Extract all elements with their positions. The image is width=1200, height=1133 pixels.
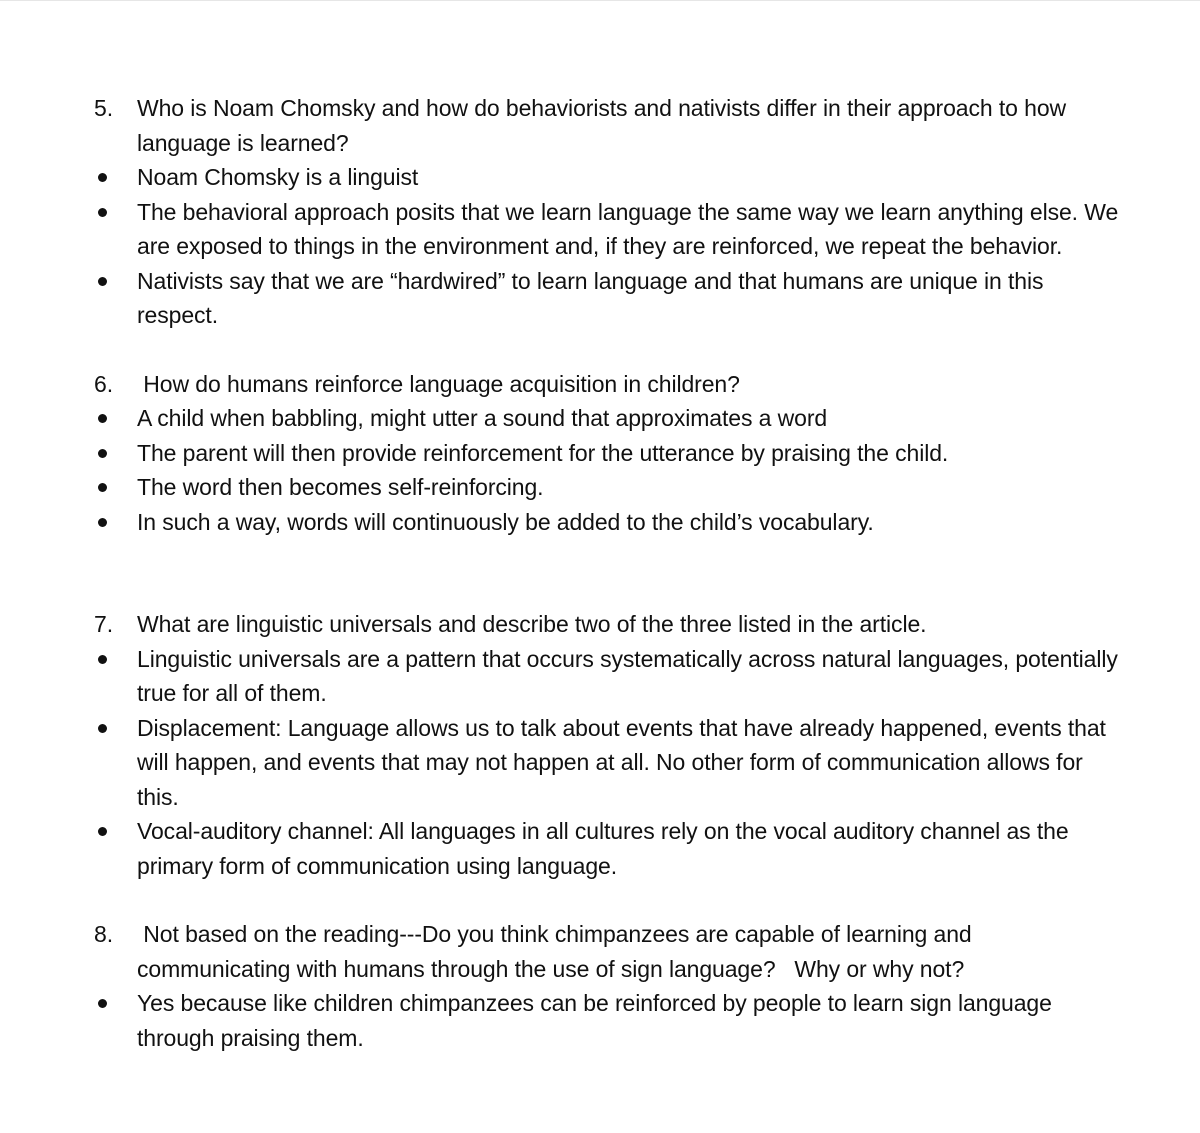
bullet-icon xyxy=(98,827,107,836)
bullet-text: Vocal-auditory channel: All languages in all cultures rely on the vocal auditory channel as the primary form of communication using language. xyxy=(137,818,1069,879)
page-top-border xyxy=(0,0,1200,1)
question-text: What are linguistic universals and describe two of the three listed in the article. xyxy=(137,611,927,637)
bullet-text: A child when babbling, might utter a sound that approximates a word xyxy=(137,405,828,431)
bullet-text: Noam Chomsky is a linguist xyxy=(137,164,419,190)
bullet-item xyxy=(0,401,1200,436)
bullet-item xyxy=(0,986,1200,1055)
bullet-text: Nativists say that we are “hardwired” to learn language and that humans are unique in this respect. xyxy=(137,267,1044,328)
question-number: 5. xyxy=(94,95,113,121)
bullet-icon xyxy=(98,483,107,492)
bullet-item xyxy=(0,264,1200,333)
bullet-item xyxy=(0,642,1200,711)
bullet-icon xyxy=(98,999,107,1008)
bullet-item xyxy=(0,814,1200,883)
paragraph-spacer xyxy=(0,883,1200,917)
paragraph-spacer xyxy=(0,539,1200,607)
bullet-item xyxy=(0,195,1200,264)
paragraph-spacer xyxy=(0,333,1200,367)
bullet-icon xyxy=(98,173,107,182)
bullet-text: The parent will then provide reinforcement for the utterance by praising the child. xyxy=(137,439,949,466)
question-5-section xyxy=(0,91,1200,333)
bullet-icon xyxy=(98,208,107,217)
question-number: 8. xyxy=(94,921,113,947)
question-7 xyxy=(0,607,1200,642)
question-text: Not based on the reading---Do you think chimpanzees are capable of learning and communicating with humans through the use of sign language? Why or why not? xyxy=(137,921,978,982)
bullet-icon xyxy=(98,724,107,733)
bullet-item xyxy=(0,160,1200,195)
question-5 xyxy=(0,91,1200,160)
bullet-item xyxy=(0,470,1200,505)
bullet-item xyxy=(0,505,1200,540)
bullet-icon xyxy=(98,449,107,458)
document-body xyxy=(0,91,1200,1055)
question-number: 6. xyxy=(94,370,113,397)
question-6 xyxy=(0,367,1200,402)
bullet-icon xyxy=(98,518,107,527)
question-6-section xyxy=(0,367,1200,540)
bullet-icon xyxy=(98,414,107,423)
question-8 xyxy=(0,917,1200,986)
bullet-text: Yes because like children chimpanzees can be reinforced by people to learn sign language through praising them. xyxy=(137,990,1052,1051)
question-text: How do humans reinforce language acquisition in children? xyxy=(137,370,740,397)
bullet-text: Displacement: Language allows us to talk about events that have already happened, events that will happen, and events that may not happen at all. No other form of communication allows for this. xyxy=(137,714,1106,810)
bullet-item xyxy=(0,436,1200,471)
bullet-text: In such a way, words will continuously be added to the child’s vocabulary. xyxy=(137,508,874,535)
bullet-text: Linguistic universals are a pattern that occurs systematically across natural languages, potentially true for all of them. xyxy=(137,645,1118,706)
bullet-icon xyxy=(98,655,107,664)
bullet-item xyxy=(0,711,1200,815)
question-text: Who is Noam Chomsky and how do behaviorists and nativists differ in their approach to how language is learned? xyxy=(137,95,1067,156)
bullet-icon xyxy=(98,277,107,286)
question-7-section xyxy=(0,607,1200,883)
bullet-text: The word then becomes self-reinforcing. xyxy=(137,474,544,500)
question-number: 7. xyxy=(94,611,113,637)
bullet-text: The behavioral approach posits that we learn language the same way we learn anything else. We are exposed to things in the environment and, if they are reinforced, we repeat the behavior. xyxy=(137,198,1119,259)
question-8-section xyxy=(0,917,1200,1055)
